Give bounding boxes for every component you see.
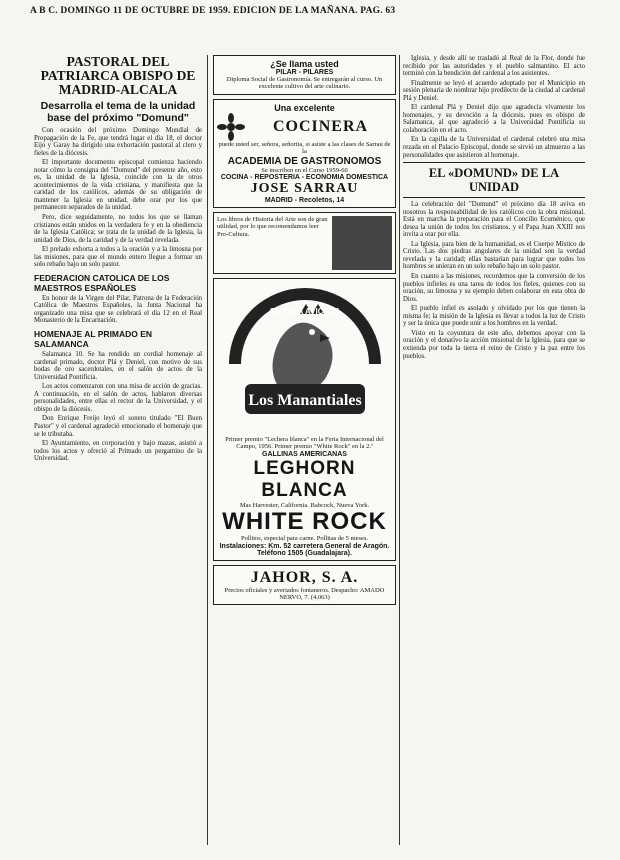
ad-libros-photo — [332, 216, 392, 270]
paragraph: Los actos comenzaron con una misa de acción de gracias. A continuación, en el salón de actos, hablaron diversas personalidades, entre ellas el rector de la Universidad, y el obispo de la diócesis. — [34, 383, 202, 413]
paragraph: El importante documento episcopal comienza haciendo notar cómo la consigna del "Domund" del presente año, esto es, la unidad de la Iglesia, coincide con la de otros acontecimientos de la vida cristiana, y manifiesta que la caridad de los católicos, además de su obligación de mantener la Iglesia en unidad, debe orar por los que permanecen separados de la unidad. — [34, 159, 202, 212]
ad-pilar — [213, 55, 396, 95]
ad-granja-install: Instalaciones: Km. 52 carretera General de Aragón. Teléfono 1505 (Guadalajara). — [219, 542, 390, 557]
paragraph: El cardenal Plá y Deniel dijo que agradecía vivamente los homenajes, y su devoción a la diócesis, pues es obispo de Salamanca, al que agradeció a la Universidad Pontificia su colaboración en el acto. — [403, 104, 585, 134]
ad-pilar-text: Diploma Social de Gastronomía. Se entregarán al curso. Un excelente cultivo del arte culinario. — [226, 76, 383, 91]
ad-libros — [213, 212, 396, 274]
granja-logo-top: GRANJA AVICOLA — [269, 307, 340, 317]
ad-libros-text: Los libros de Historia del Arte son de gran utilidad, por lo que recomendamos leer Pro-Cultura. — [217, 216, 328, 238]
ad-jahor-name: JAHOR, S. A. — [250, 568, 359, 586]
page-header: A B C. DOMINGO 11 DE OCTUBRE DE 1959. EDICION DE LA MAÑANA. PAG. 63 — [30, 6, 396, 16]
column-rule — [207, 55, 208, 845]
article-title-domund: EL «DOMUND» DE LA UNIDAD — [428, 166, 560, 195]
paragraph: Con ocasión del próximo Domingo Mundial de Propagación de la Fe, que tendrá lugar el día 18, el doctor Eijo y Garay ha dirigido una exhortación pastoral al clero y fieles de la diócesis. — [34, 127, 202, 157]
ad-breed-leghorn-info: Mas Harvester, California. Babcock, Nueva York. — [239, 501, 370, 509]
ad-granja-prize: Primer premio "Lechera blanca" en la Feria Internacional del Campo, 1956. Primer premio "White Rock" en la 2.ª — [225, 436, 384, 451]
ad-cocinera-course: Se inscriben en el Curso 1959-60 — [261, 166, 348, 174]
granja-logo-name: Los Manantiales — [247, 392, 362, 410]
paragraph: Pero, dice seguidamente, no todos los que se llaman cristianos están unidos en la verdadera fe y en la obediencia de la Iglesia Católica; se trata de la unidad de la Iglesia, la unidad de Dios, de la caridad y de la verdad revelada. — [34, 214, 202, 244]
paragraph: Don Enrique Freijo leyó el soneto titulado "El Buen Pastor" y el cardenal agradeció emocionado el homenaje que se le tributaba. — [34, 415, 202, 438]
ad-sarrau-city: MADRID - Recoletos, 14 — [264, 197, 345, 205]
ad-cocinera-title: Una excelente — [274, 102, 335, 113]
paragraph: La Iglesia, para bien de la humanidad, es el Cuerpo Místico de Cristo. Las dos piedras angulares de la unidad son la verdad revelada y la caridad; ellas bastarían para lograr que todos los hombres se unieran en un solo rebaño bajo un solo pastor. — [403, 240, 585, 271]
ad-breed-whiterock: WHITE ROCK — [222, 508, 387, 536]
ad-breed-whiterock-info: Pollitos, especial para carne. Pollitas de 5 meses. — [240, 535, 369, 543]
column-rule — [399, 55, 400, 845]
paragraph: En cuanto a las misiones, recordemos que la conversión de los pueblos infieles es una tarea de todos los fieles, quienes con su oración, su limosna y su ejemplo deben colaborar en esta obra de Dios. — [403, 273, 585, 303]
ad-academia-name: ACADEMIA DE GASTRONOMOS — [227, 155, 382, 167]
paragraph: El prelado exhorta a todos a la oración y a la limosna por las misiones, para que el mundo entero llegue a formar un solo rebaño bajo un solo pastor. — [34, 246, 202, 269]
column-right — [403, 55, 585, 845]
ad-jahor-text: Precios oficiales y averiados fontaneros. Despacho: AMADO NERVO, 7. (4.063) — [224, 586, 385, 602]
column-ads — [213, 55, 396, 845]
paragraph: Finalmente se leyó el acuerdo adoptado por el Municipio en sesión plenaria de nombrar hijo predilecto de la ciudad al cardenal Plá y Deniel. — [403, 79, 585, 102]
paragraph: La celebración del "Domund" el próximo día 18 aviva en nosotros la responsabilidad de los católicos con la obra misional. Está en marcha la preparación para el Concilio Ecuménico, que desea la unión de todos los cristianos, y el Papa Juan XXIII nos invita a orar por ella. — [403, 201, 585, 239]
column-left — [34, 55, 202, 845]
ad-cocinera-big: COCINERA — [272, 117, 369, 135]
ad-granja — [213, 278, 396, 561]
paragraph: El pueblo infiel es asolado y olvidado por los que tienen la misma fe; la misión de la Iglesia es llevar a todos la luz de Cristo y ser la única que puede unir a los hombres en la verdad. — [403, 305, 585, 328]
paragraph: En la capilla de la Universidad el cardenal celebró una misa rezada en el Palacio Episcopal, donde se sirvió un almuerzo a las personalidades que asistieron al homenaje. — [403, 136, 585, 159]
article-heading-federacion: FEDERACION CATOLICA DE LOS MAESTROS ESPAÑOLES — [34, 272, 170, 293]
ad-pilar-title: ¿Se llama usted — [270, 59, 339, 69]
flower-icon — [217, 113, 245, 141]
ad-granja-breed-label: GALLINAS AMERICANAS — [262, 450, 347, 458]
paragraph: El Ayuntamiento, en corporación y bajo mazas, asistió a todos los actos y ofreció al Primado un pergamino de la Universidad. — [34, 440, 202, 463]
divider — [403, 197, 585, 198]
article-title-pastoral: PASTORAL DEL PATRIARCA OBISPO DE MADRID-ALCALA — [40, 55, 196, 97]
ad-pilar-name: PILAR - PILARES — [275, 69, 334, 76]
ad-sarrau-name: JOSE SARRAU — [250, 181, 359, 197]
paragraph: Iglesia, y desde allí se trasladó al Real de la Flor, donde fue recibido por las autoridades y el pueblo salmantino. El acto terminó con la bendición del cardenal a los asistentes. — [403, 55, 585, 78]
article-heading-homenaje: HOMENAJE AL PRIMADO EN SALAMANCA — [34, 329, 153, 350]
article-subtitle-pastoral: Desarrolla el tema de la unidad base del próximo "Domund" — [40, 100, 196, 124]
ad-cocinera-text: puede usted ser, señora, señorita, si asiste a las clases de Sarrau de la — [218, 140, 391, 156]
divider — [403, 162, 585, 163]
granja-rooster-logo — [220, 284, 390, 434]
ad-cocinera — [213, 99, 396, 208]
ad-cocinera-subjects: COCINA - REPOSTERIA - ECONOMIA DOMESTICA — [220, 174, 389, 182]
ad-breed-leghorn: LEGHORN BLANCA — [253, 457, 356, 501]
paragraph: En honor de la Virgen del Pilar, Patrona de la Federación Católica de Maestros Españoles, la Junta Nacional ha organizado una misa que se celebrará el día 12 en el Real Monasterio de la Encarnación. — [34, 294, 202, 325]
paragraph: Salamanca 10. Se ha rendido un cordial homenaje al cardenal primado, doctor Plá y Deniel, con motivo de sus bodas de oro sacerdotales, en el salón de actos de la Universidad Pontificia. — [34, 351, 202, 381]
paragraph: Visto en la coyuntura de este año, debemos apoyar con la oración y el donativo la acción misional de la Iglesia, para que se extienda por toda la tierra el reino de Cristo y la paz entre los pueblos. — [403, 329, 585, 360]
ad-jahor — [213, 565, 396, 606]
